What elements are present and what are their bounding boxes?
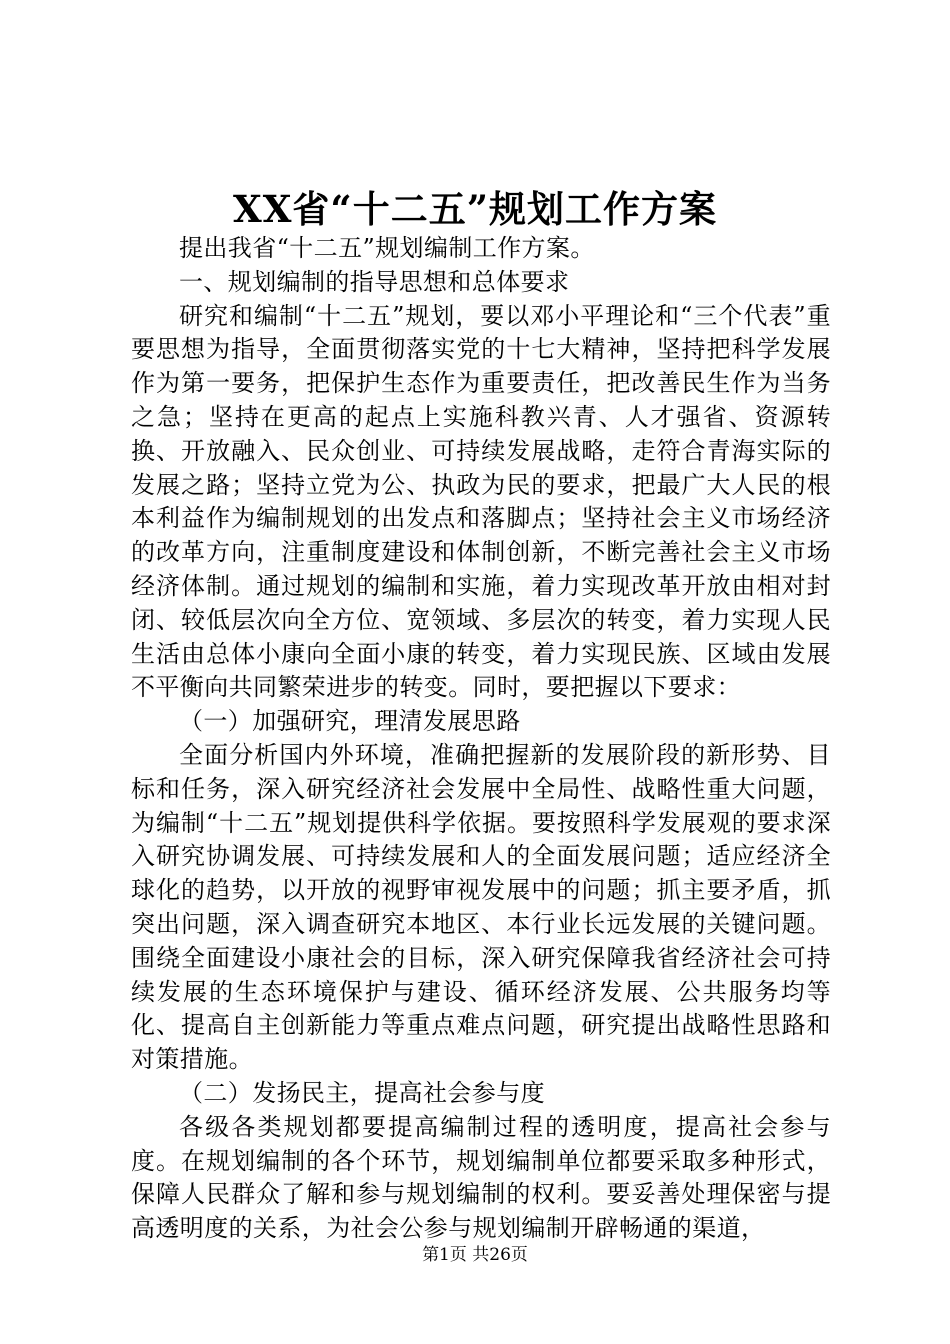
- subsection-heading-2: （二）发扬民主，提高社会参与度: [179, 1078, 545, 1107]
- body-paragraph: 研究和编制“十二五”规划，要以邓小平理论和“三个代表”重要思想为指导，全面贯彻落实党的十七大精神，坚持把科学发展作为第一要务，把保护生态作为重要责任，把改善民生作为当务之急；坚持在更高的起点上实施科教兴青、人才强省、资源转换、开放融入、民众创业、可持续发展战略，走符合青海实际的发展之路；坚持立党为公、执政为民的要求，把最广大人民的根本利益作为编制规划的出发点和落脚点；坚持社会主义市场经济的改革方向，注重制度建设和体制创新，不断完善社会主义市场经济体制。通过规划的编制和实施，着力实现改革开放由相对封闭、较低层次向全方位、宽领域、多层次的转变，着力实现人民生活由总体小康向全面小康的转变，着力实现民族、区域由发展不平衡向共同繁荣进步的转变。同时，要把握以下要求：: [131, 301, 831, 702]
- section-heading-1: 一、规划编制的指导思想和总体要求: [179, 267, 570, 296]
- body-paragraph: 全面分析国内外环境，准确把握新的发展阶段的新形势、目标和任务，深入研究经济社会发展中全局性、战略性重大问题，为编制“十二五”规划提供科学依据。要按照科学发展观的要求深入研究协调发展、可持续发展和人的全面发展问题；适应经济全球化的趋势，以开放的视野审视发展中的问题；抓主要矛盾，抓突出问题，深入调查研究本地区、本行业长远发展的关键问题。围绕全面建设小康社会的目标，深入研究保障我省经济社会可持续发展的生态环境保护与建设、循环经济发展、公共服务均等化、提高自主创新能力等重点难点问题，研究提出战略性思路和对策措施。: [131, 740, 831, 1074]
- body-paragraph: 各级各类规划都要提高编制过程的透明度，提高社会参与度。在规划编制的各个环节，规划编制单位都要采取多种形式，保障人民群众了解和参与规划编制的权利。要妥善处理保密与提高透明度的关系，为社会公参与规划编制开辟畅通的渠道，: [131, 1112, 831, 1243]
- intro-paragraph: 提出我省“十二五”规划编制工作方案。: [179, 234, 595, 262]
- document-body: [131, 232, 831, 1246]
- page-number-footer: 第1页 共26页: [422, 1245, 528, 1265]
- subsection-heading-1: （一）加强研究，理清发展思路: [179, 707, 521, 736]
- document-title: XX省“十二五”规划工作方案: [233, 187, 717, 231]
